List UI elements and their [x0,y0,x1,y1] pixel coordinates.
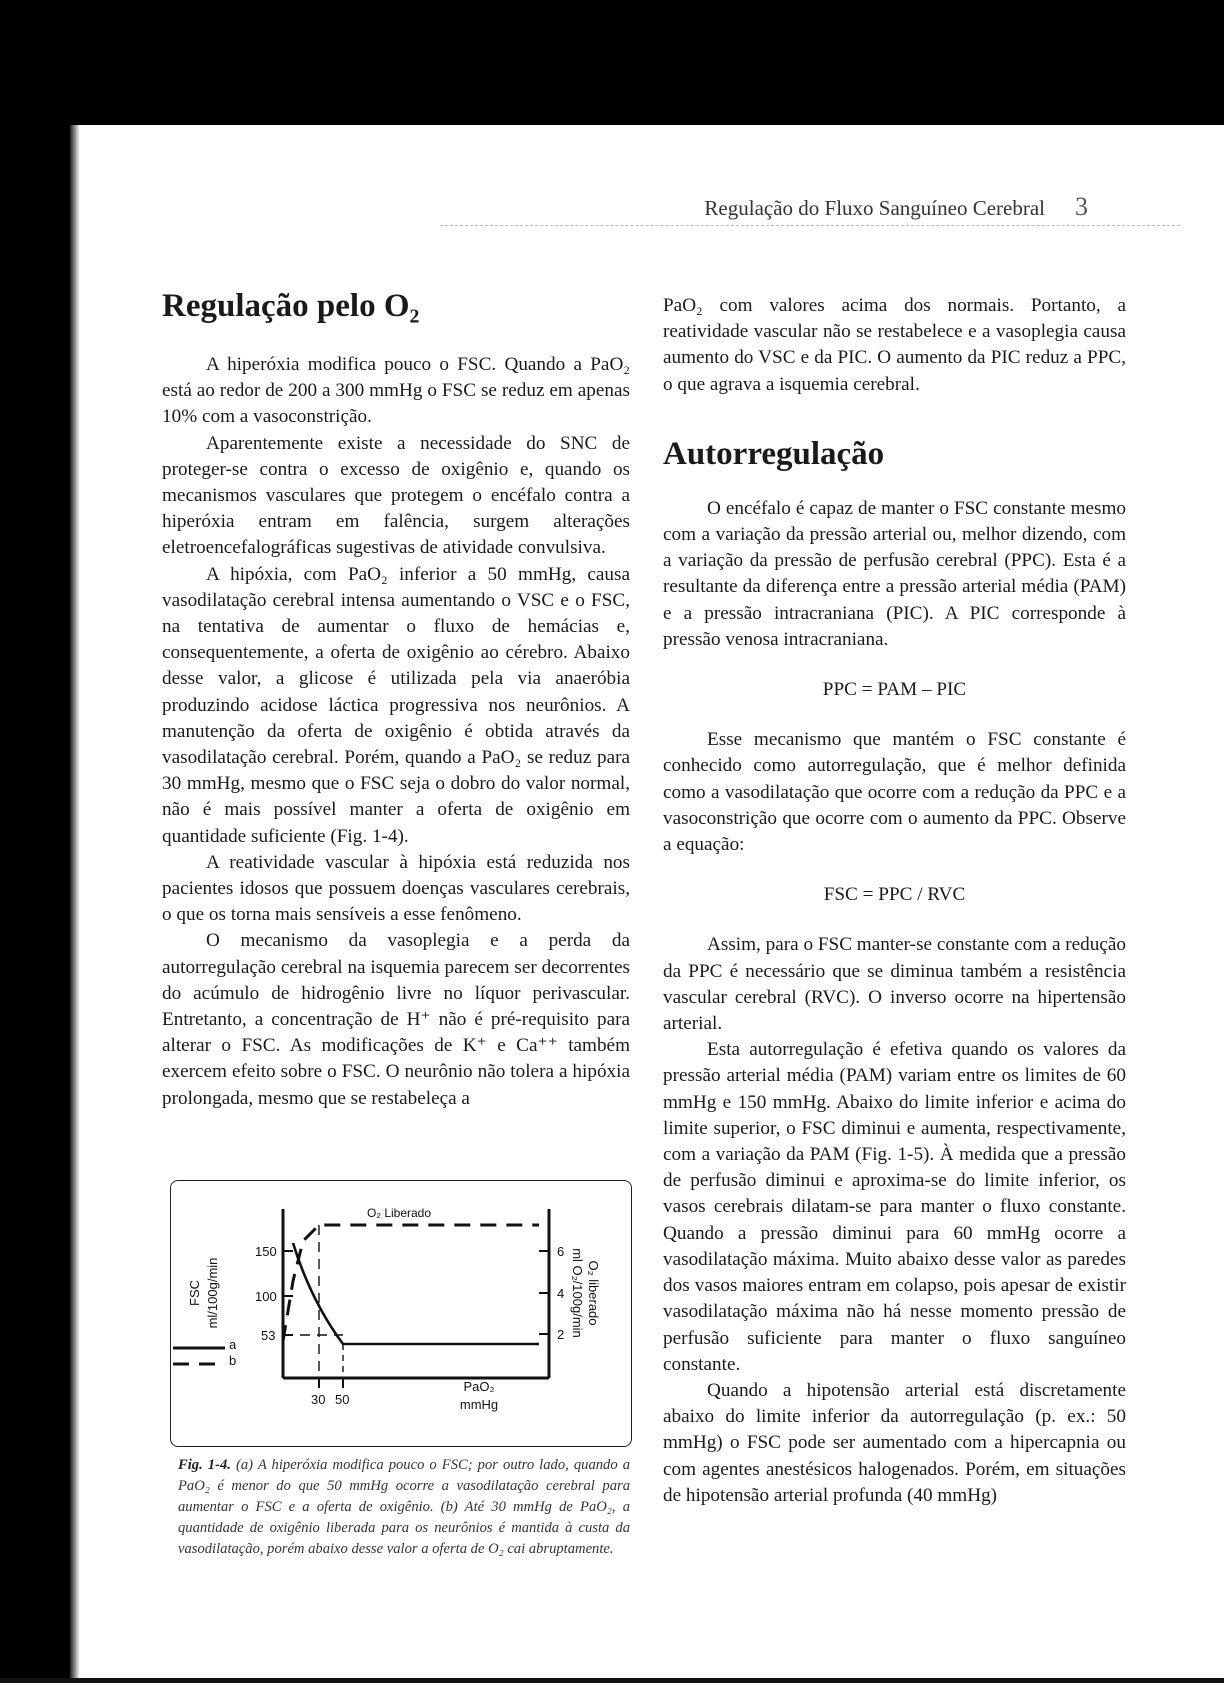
legend-a-label: a [229,1337,237,1352]
caption-label: Fig. 1-4. [178,1457,231,1473]
paragraph: PaO₂ com valores acima dos normais. Portanto, a reatividade vascular não se restabelece e a vasoplegia causa aumento do VSC e da PIC. O aumento da PIC reduz a PPC, o que agrava a isquemia cerebral. [663,295,1126,395]
paragraph: Aparentemente existe a necessidade do SNC de proteger-se contra o excesso de oxigênio e, quando os mecanismos vasculares que protegem o encéfalo contra a hiperóxia entram em falência, surgem alterações eletroencefalográficas sugestivas de atividade convulsiva. [162,432,630,559]
x-tick-label: 30 [311,1392,326,1407]
figure-caption [178,1455,630,1560]
paragraph: Assim, para o FSC manter-se constante com a redução da PPC é necessário que se diminua também a resistência vascular cerebral (RVC). O inverso ocorre na hipertensão arterial. [663,934,1126,1035]
paragraph: A reatividade vascular à hipóxia está reduzida nos pacientes idosos que possuem doenças vasculares cerebrais, o que os torna mais sensíveis a esse fenômeno. [162,851,630,926]
section-heading-autoregulation: Autorregulação [663,435,885,472]
y-left-label: FSC [187,1280,202,1306]
curve-a [293,1243,539,1344]
y-right-unit: ml O₂/100g/min [570,1248,585,1338]
left-tick-label: 100 [255,1289,277,1304]
running-header [704,192,1088,222]
equation-fsc: FSC = PPC / RVC [823,884,966,906]
running-title: Regulação do Fluxo Sanguíneo Cerebral [704,196,1045,220]
scan-top-border [0,0,1224,125]
y-left-unit: ml/100g/min [205,1257,220,1329]
paragraph: A hiperóxia modifica pouco o FSC. Quando a PaO₂ está ao redor de 200 a 300 mmHg o FSC se reduz em apenas 10% com a vasoconstrição. [162,354,630,428]
paragraph: Esse mecanismo que mantém o FSC constante é conhecido como autorregulação, que é melhor definida como a vasodilatação que ocorre com a redução da PPC e a vasoconstrição que ocorre com o aumento da PPC. Observe a equação: [663,729,1126,856]
right-column [663,293,1126,1509]
curve-b [283,1225,539,1341]
x-axis-label: PaO₂ [463,1379,495,1394]
paragraph: O encéfalo é capaz de manter o FSC constante mesmo com a variação da pressão arterial ou, melhor dizendo, com a variação da pressão de perfusão cerebral (PPC). Esta é a resultante da diferença entre a pressão arterial média (PAM) e a pressão intracraniana (PIC). A PIC corresponde à pressão venosa intracraniana. [663,497,1126,650]
figure-1-4 [170,1180,632,1447]
scan-left-border [0,0,70,1683]
y-right-label: O₂ liberado [586,1260,601,1326]
section-heading-o2: Regulação pelo O₂ [162,288,420,324]
equation-ppc: PPC = PAM – PIC [822,679,967,701]
scan-left-shadow [70,125,80,1683]
left-tick-label: 53 [261,1328,276,1343]
paragraph: Esta autorregulação é efetiva quando os valores da pressão arterial média (PAM) variam entre os limites de 60 mmHg e 150 mmHg. Abaixo do limite inferior e acima do limite superior, o FSC diminui e aumenta, respectivamente, com a variação da PAM (Fig. 1-5). À medida que a pressão de perfusão diminui e aproxima-se do limite inferior, os vasos cerebrais dilatam-se para manter o fluxo constante. Quando a pressão diminui para 60 mmHg ocorre a vasodilatação máxima. Muito abaixo desse valor as paredes dos vasos maiores entram em colapso, pois apesar de existir vasodilatação máxima não há nesse momento pressão de perfusão suficiente para manter o fluxo sanguíneo constante. [663,1039,1126,1375]
scan-bottom-border [0,1678,1224,1683]
legend-b-label: b [229,1353,237,1368]
paragraph: A hipóxia, com PaO₂ inferior a 50 mmHg, causa vasodilatação cerebral intensa aumentando o VSC e o FSC, na tentativa de aumentar o fluxo de hemácias e, consequentemente, a oferta de oxigênio ao cérebro. Abaixo desse valor, a glicose é utilizada pela via anaeróbia produzindo acidose láctica progressiva nos neurônios. A manutenção da oferta de oxigênio é obtida através da vasodilatação cerebral. Porém, quando a PaO₂ se reduz para 30 mmHg, mesmo que o FSC seja o dobro do valor normal, não é mais possível manter a oferta de oxigênio em quantidade suficiente (Fig. 1-4). [162,563,630,847]
o2-released-label: O₂ Liberado [367,1206,432,1220]
paragraph: Quando a hipotensão arterial está discretamente abaixo do limite inferior da autorregulação (p. ex.: 50 mmHg) o FSC pode ser aumentado com a hipercapnia ou com agentes anestésicos halogenados. Porém, em situações de hipotensão arterial profunda (40 mmHg) [663,1379,1126,1506]
left-column [162,286,630,1112]
x-tick-label: 50 [335,1392,350,1407]
right-tick-label: 6 [557,1244,565,1259]
page-number: 3 [1075,192,1088,221]
x-axis-unit: mmHg [459,1397,499,1412]
left-tick-label: 150 [255,1244,277,1259]
caption-text: (a) A hiperóxia modifica pouco o FSC; por outro lado, quando a PaO₂ é menor do que 50 mmHg ocorre a vasodilatação cerebral para aumentar o FSC e a oferta de oxigênio. (b) Até 30 mmHg de PaO₂, a quantidade de oxigênio liberada para os neurônios é mantida à custa da vasodilatação, porém abaixo desse valor a oferta de O₂ cai abruptamente. [178,1457,630,1557]
right-tick-label: 2 [557,1327,565,1342]
header-rule [440,225,1180,226]
paragraph: O mecanismo da vasoplegia e a perda da autorregulação cerebral na isquemia parecem ser decorrentes do acúmulo de hidrogênio livre no líquor perivascular. Entretanto, a concentração de H⁺ não é pré-requisito para alterar o FSC. As modificações de K⁺ e Ca⁺⁺ também exercem efeito sobre o FSC. O neurônio não tolera a hipóxia prolongada, mesmo que se restabeleça a [162,930,630,1109]
right-tick-label: 4 [557,1286,565,1301]
figure-chart [171,1181,631,1446]
